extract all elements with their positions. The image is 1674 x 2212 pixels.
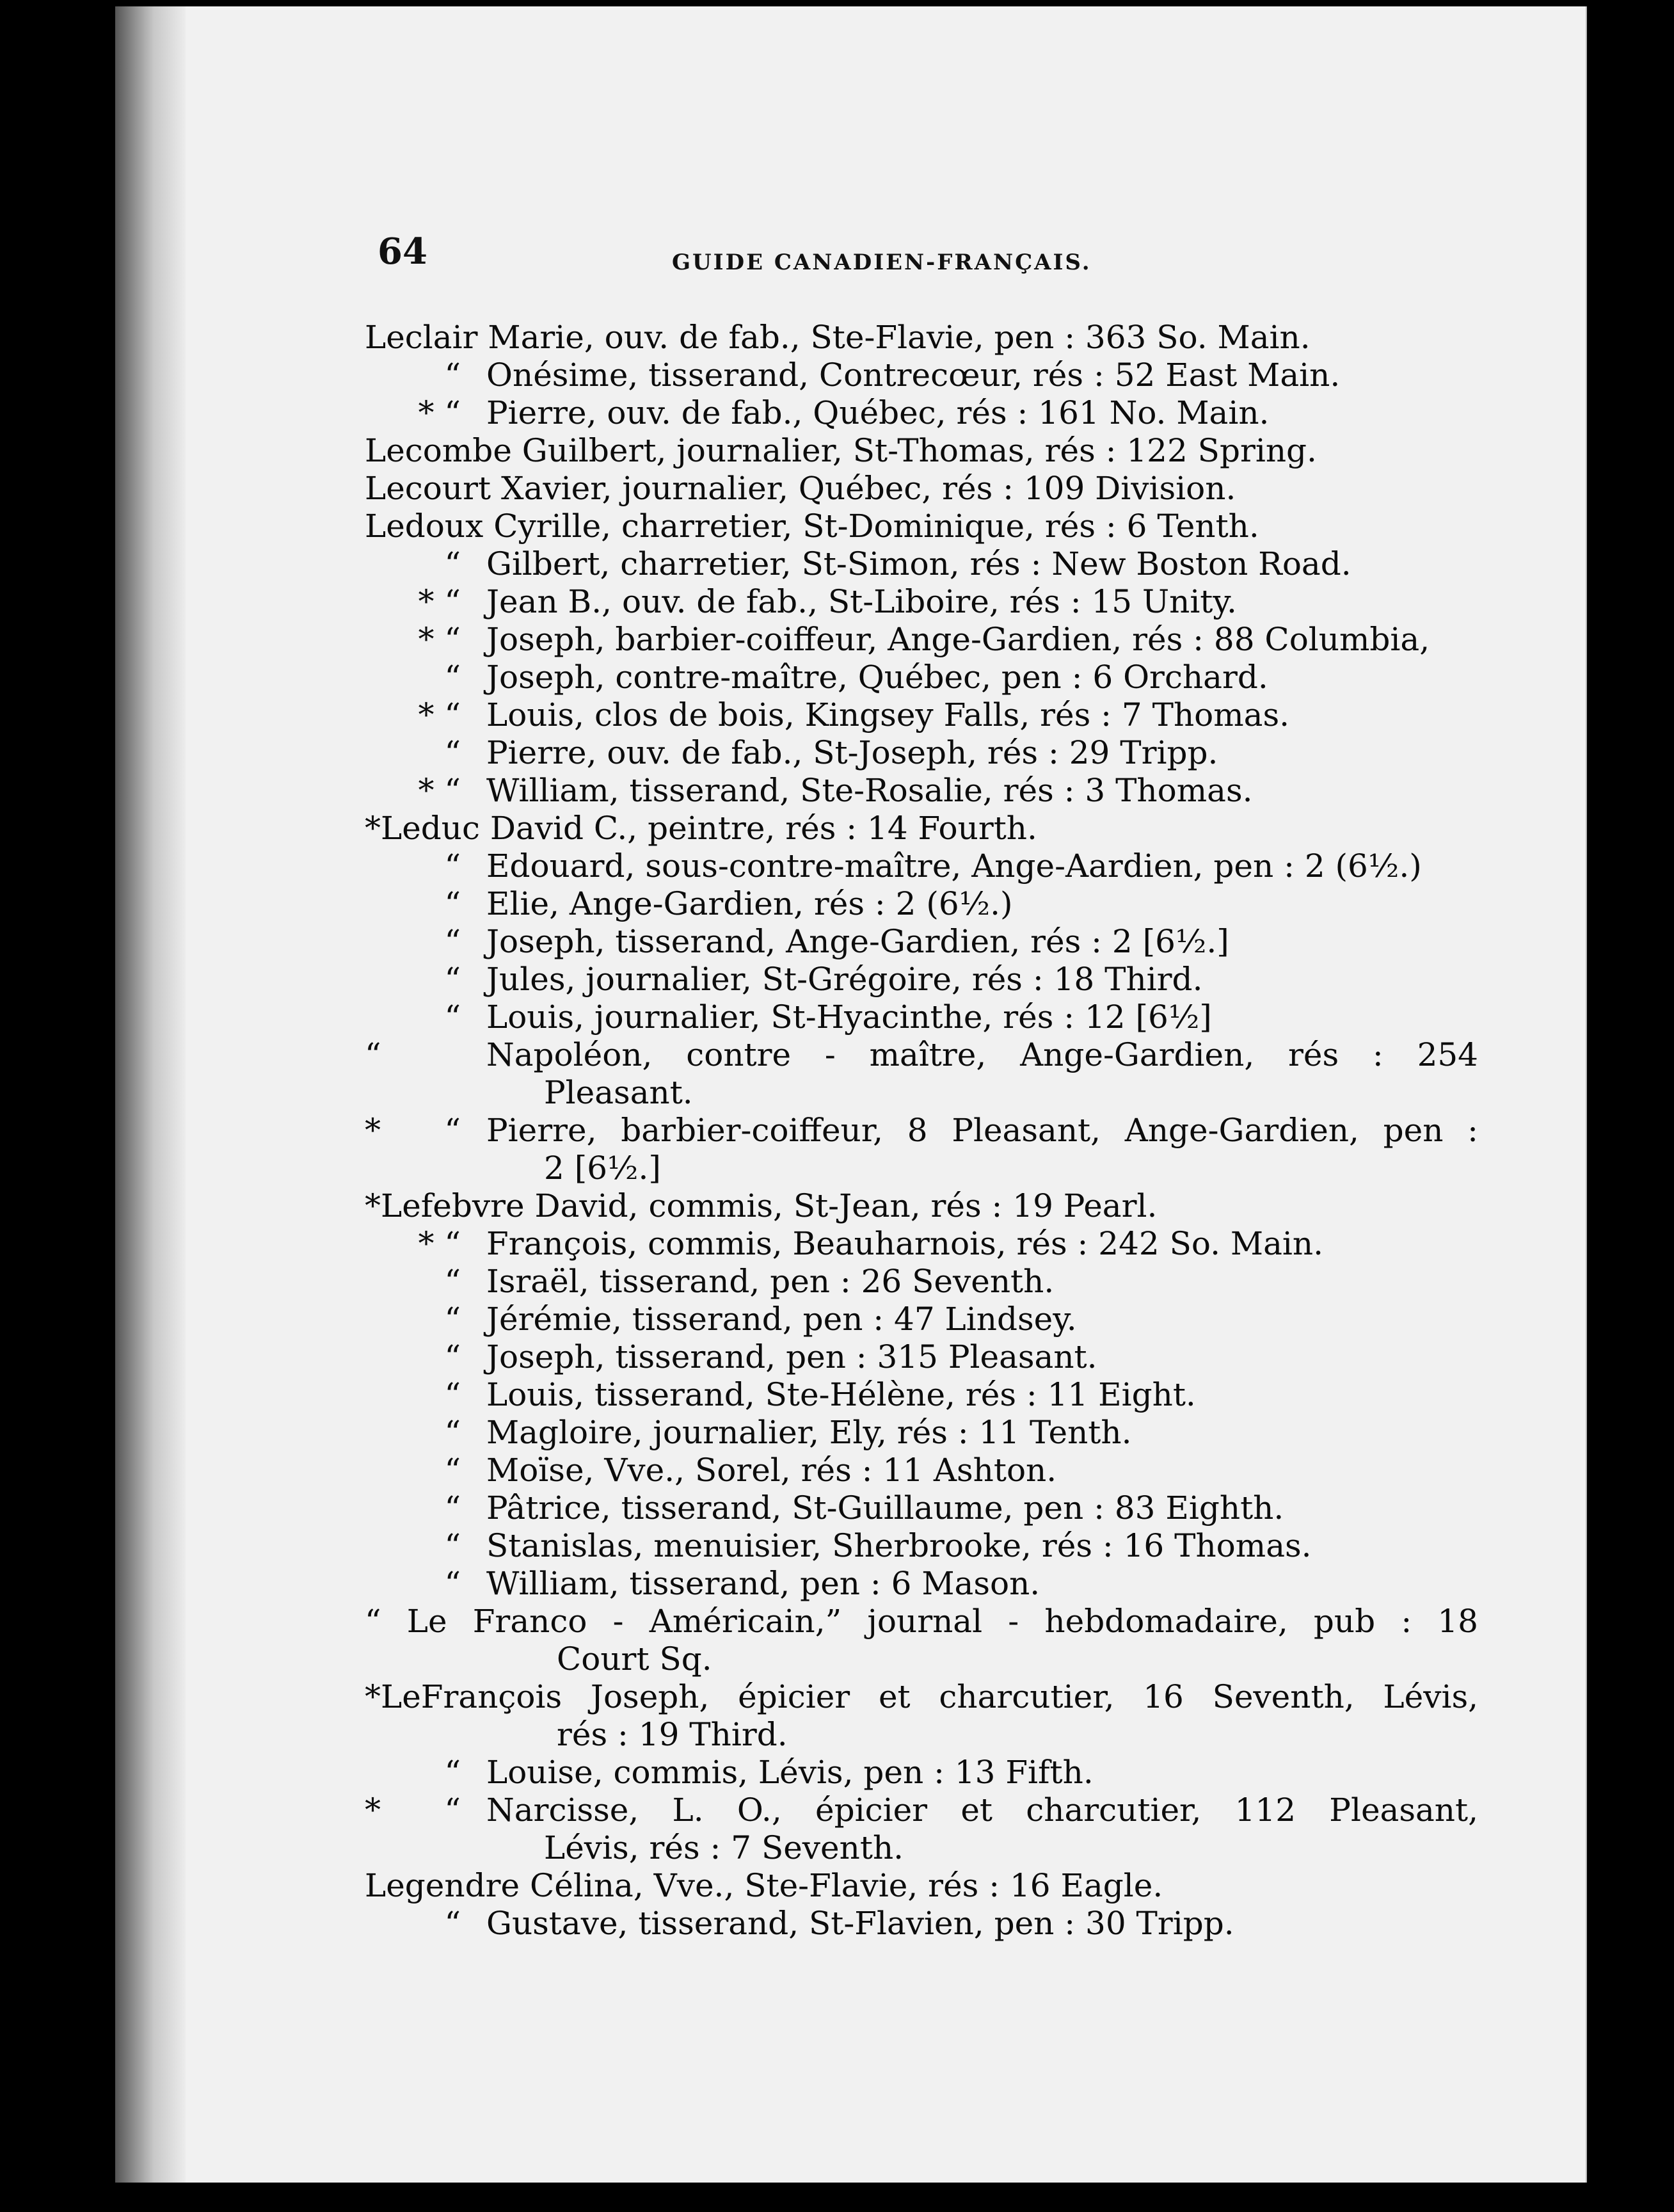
entry-text: *Lefebvre David, commis, St-Jean, rés : 19 Pearl. (365, 1187, 1158, 1224)
running-head: GUIDE CANADIEN-FRANÇAIS. (672, 250, 1092, 275)
directory-entry (365, 1414, 1542, 1452)
ditto-mark: “ (444, 1414, 461, 1451)
directory-entry (365, 1678, 1542, 1754)
entry-text: Pierre, barbier-coiffeur, 8 Pleasant, Ange-Gardien, pen : (486, 1112, 1478, 1149)
directory-entry (365, 1376, 1542, 1414)
ditto-mark: “ (444, 923, 461, 960)
directory-entry (365, 1603, 1542, 1678)
entry-continuation: 2 [6½.] (544, 1150, 661, 1187)
entry-text: Jérémie, tisserand, pen : 47 Lindsey. (486, 1301, 1077, 1338)
ditto-mark: * “ (365, 1791, 461, 1829)
directory-entry (365, 923, 1542, 961)
ditto-mark: * “ (418, 772, 461, 809)
ditto-mark: “ (444, 1905, 461, 1942)
page-right-edge (1586, 6, 1587, 2183)
entry-continuation: Court Sq. (557, 1640, 712, 1678)
entry-text: Legendre Célina, Vve., Ste-Flavie, rés : 16 Eagle. (365, 1867, 1163, 1904)
entry-text: William, tisserand, pen : 6 Mason. (486, 1565, 1040, 1602)
directory-entry (365, 961, 1542, 998)
ditto-mark: “ (444, 847, 461, 885)
entry-text: *LeFrançois Joseph, épicier et charcutier, 16 Seventh, Lévis, (365, 1678, 1478, 1715)
entry-text: Pierre, ouv. de fab., St-Joseph, rés : 29 Tripp. (486, 734, 1218, 771)
directory-entry (365, 734, 1542, 772)
entry-text: François, commis, Beauharnois, rés : 242 So. Main. (486, 1225, 1323, 1262)
directory-entries (365, 319, 1542, 1943)
ditto-mark: “ (444, 357, 461, 394)
directory-entry (365, 1791, 1542, 1867)
entry-text: Gustave, tisserand, St-Flavien, pen : 30 Tripp. (486, 1905, 1234, 1942)
ditto-mark: * “ (418, 1225, 461, 1262)
entry-continuation: Lévis, rés : 7 Seventh. (544, 1829, 904, 1866)
entry-text: Ledoux Cyrille, charretier, St-Dominique, rés : 6 Tenth. (365, 508, 1259, 545)
entry-text: Edouard, sous-contre-maître, Ange-Aardien, pen : 2 (6½.) (486, 847, 1422, 885)
directory-entry (365, 847, 1542, 885)
entry-text: Napoléon, contre - maître, Ange-Gardien, rés : 254 (486, 1036, 1478, 1073)
directory-entry (365, 1301, 1542, 1338)
directory-entry (365, 357, 1542, 394)
directory-entry (365, 998, 1542, 1036)
directory-entry (365, 1338, 1542, 1376)
ditto-mark: “ (444, 1301, 461, 1338)
directory-entry (365, 1187, 1542, 1225)
ditto-mark: * “ (418, 583, 461, 620)
entry-text: Magloire, journalier, Ely, rés : 11 Tenth. (486, 1414, 1132, 1451)
page-number: 64 (378, 230, 427, 273)
directory-entry (365, 394, 1542, 432)
entry-text: Lecourt Xavier, journalier, Québec, rés : 109 Division. (365, 470, 1236, 507)
entry-continuation: Pleasant. (544, 1074, 693, 1111)
entry-text: Joseph, barbier-coiffeur, Ange-Gardien, rés : 88 Columbia, (486, 621, 1430, 658)
directory-entry (365, 659, 1542, 696)
directory-entry (365, 1452, 1542, 1489)
ditto-mark: * “ (418, 394, 461, 431)
entry-text: Lecombe Guilbert, journalier, St-Thomas, rés : 122 Spring. (365, 432, 1317, 469)
ditto-mark: “ (444, 1263, 461, 1300)
directory-entry (365, 885, 1542, 923)
directory-entry (365, 470, 1542, 508)
directory-entry (365, 621, 1542, 659)
entry-text: Joseph, tisserand, Ange-Gardien, rés : 2 [6½.] (486, 923, 1229, 960)
ditto-mark: “ (444, 1489, 461, 1527)
entry-text: William, tisserand, Ste-Rosalie, rés : 3 Thomas. (486, 772, 1253, 809)
ditto-mark: “ (444, 961, 461, 998)
ditto-mark: “ (444, 885, 461, 922)
ditto-mark: “ (444, 1754, 461, 1791)
entry-text: Stanislas, menuisier, Sherbrooke, rés : 16 Thomas. (486, 1527, 1312, 1564)
entry-continuation: rés : 19 Third. (557, 1716, 788, 1753)
directory-entry (365, 1489, 1542, 1527)
entry-text: Jules, journalier, St-Grégoire, rés : 18 Third. (486, 961, 1203, 998)
directory-entry (365, 508, 1542, 545)
directory-entry (365, 1565, 1542, 1603)
ditto-mark: “ (444, 734, 461, 771)
ditto-mark: “ (365, 1036, 381, 1073)
entry-text: Narcisse, L. O., épicier et charcutier, 112 Pleasant, (486, 1791, 1478, 1829)
entry-text: Joseph, tisserand, pen : 315 Pleasant. (486, 1338, 1097, 1375)
directory-entry (365, 772, 1542, 810)
directory-entry (365, 1754, 1542, 1791)
ditto-mark: “ (444, 1527, 461, 1564)
directory-entry (365, 1905, 1542, 1943)
entry-text: Jean B., ouv. de fab., St-Liboire, rés : 15 Unity. (486, 583, 1237, 620)
entry-text: Pierre, ouv. de fab., Québec, rés : 161 No. Main. (486, 394, 1270, 431)
directory-entry (365, 432, 1542, 470)
entry-text: Joseph, contre-maître, Québec, pen : 6 Orchard. (486, 659, 1268, 696)
ditto-mark: “ (444, 1565, 461, 1602)
entry-text: Gilbert, charretier, St-Simon, rés : New Boston Road. (486, 545, 1351, 582)
directory-entry (365, 319, 1542, 357)
entry-text: Louise, commis, Lévis, pen : 13 Fifth. (486, 1754, 1094, 1791)
ditto-mark: “ (444, 1338, 461, 1375)
entry-text: Elie, Ange-Gardien, rés : 2 (6½.) (486, 885, 1013, 922)
directory-entry (365, 1225, 1542, 1263)
directory-entry (365, 1112, 1542, 1187)
entry-text: “ Le Franco - Américain,” journal - hebdomadaire, pub : 18 (365, 1603, 1478, 1640)
entry-text: Moïse, Vve., Sorel, rés : 11 Ashton. (486, 1452, 1057, 1489)
entry-text: Israël, tisserand, pen : 26 Seventh. (486, 1263, 1055, 1300)
book-page (115, 6, 1587, 2183)
ditto-mark: “ (444, 1376, 461, 1413)
ditto-mark: “ (444, 659, 461, 696)
ditto-mark: “ (444, 545, 461, 582)
directory-entry (365, 545, 1542, 583)
directory-entry (365, 1867, 1542, 1905)
entry-text: Leclair Marie, ouv. de fab., Ste-Flavie, pen : 363 So. Main. (365, 319, 1311, 356)
entry-text: Louis, tisserand, Ste-Hélène, rés : 11 Eight. (486, 1376, 1196, 1413)
entry-text: Louis, clos de bois, Kingsey Falls, rés : 7 Thomas. (486, 696, 1290, 733)
directory-entry (365, 1263, 1542, 1301)
ditto-mark: * “ (418, 621, 461, 658)
directory-entry (365, 696, 1542, 734)
directory-entry (365, 583, 1542, 621)
entry-text: Onésime, tisserand, Contrecœur, rés : 52 East Main. (486, 357, 1341, 394)
entry-text: *Leduc David C., peintre, rés : 14 Fourth. (365, 810, 1037, 847)
ditto-mark: * “ (365, 1112, 461, 1149)
ditto-mark: “ (444, 1452, 461, 1489)
entry-text: Louis, journalier, St-Hyacinthe, rés : 12 [6½] (486, 998, 1212, 1036)
entry-text: Pâtrice, tisserand, St-Guillaume, pen : 83 Eighth. (486, 1489, 1284, 1527)
ditto-mark: * “ (418, 696, 461, 733)
page-binding-edge (115, 6, 186, 2183)
ditto-mark: “ (444, 998, 461, 1036)
directory-entry (365, 1527, 1542, 1565)
directory-entry (365, 1036, 1542, 1112)
directory-entry (365, 810, 1542, 847)
